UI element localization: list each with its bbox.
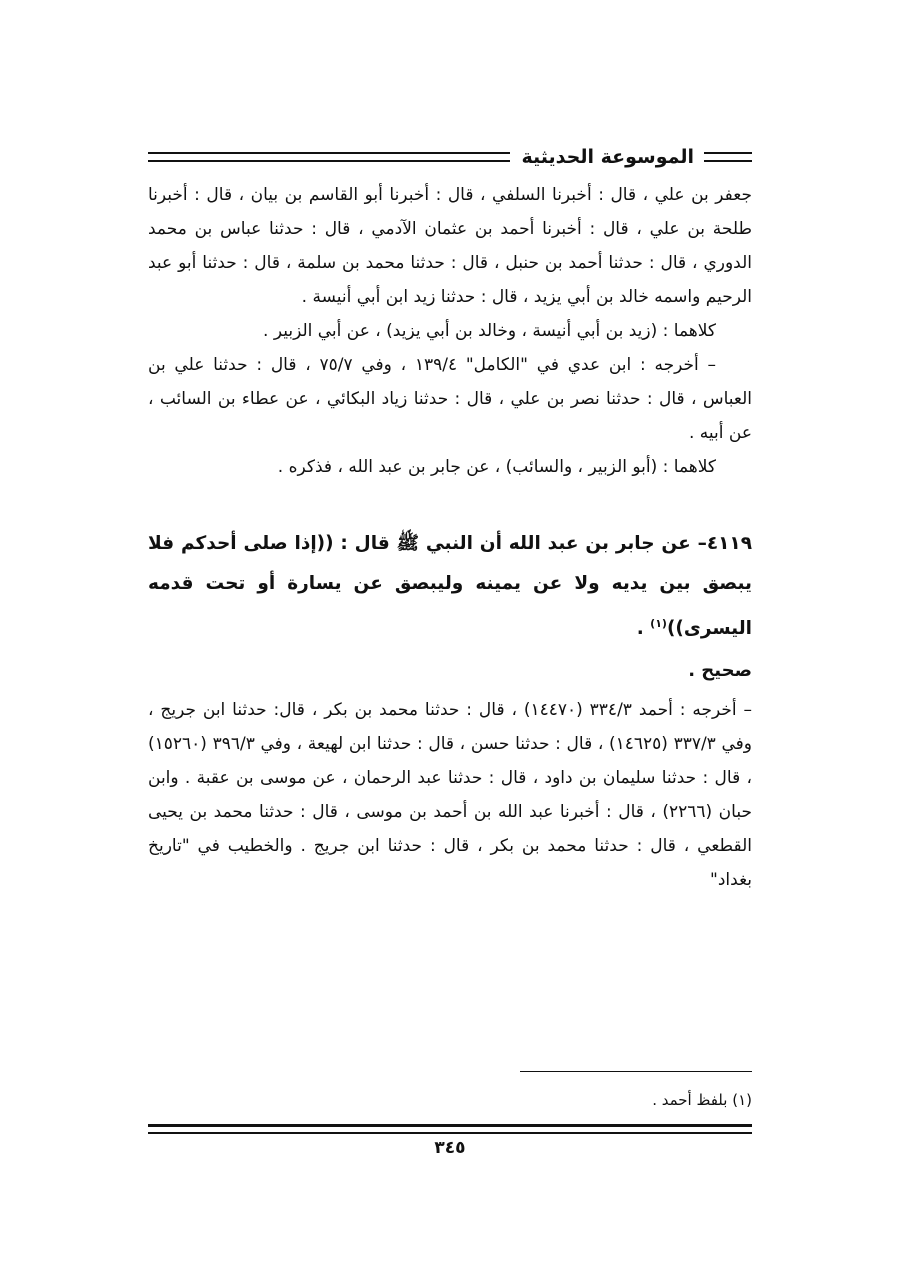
paragraph-isnad: جعفر بن علي ، قال : أخبرنا السلفي ، قال : أخبرنا أبو القاسم بن بيان ، قال : أخبرنا طلحة بن علي ، قال : أخبرنا أحمد بن عثمان الآدمي ، قال : حدثنا عباس بن محمد الدوري ، قال : حدثنا أحمد بن حنبل ، قال : حدثنا محمد بن سلمة ، قال : حدثنا أبو عبد الرحيم واسمه خالد بن أبي يزيد ، قال : حدثنا زيد ابن أبي أنيسة . xyxy=(148,185,752,307)
footnote-ref: (١) xyxy=(650,617,667,630)
hadith-end: . xyxy=(636,618,651,640)
header-title: الموسوعة الحديثية xyxy=(521,146,694,168)
hadith-grade: صحيح . xyxy=(688,660,752,682)
paragraph-takhrij-ahmad: – أخرجه : أحمد ٣٣٤/٣ (١٤٤٧٠) ، قال : حدثنا محمد بن بكر ، قال: حدثنا ابن جريج ، وفي ٣٣٧/٣ (١٤٦٢٥) ، قال : حدثنا حسن ، قال : حدثنا ابن لهيعة ، وفي ٣٩٦/٣ (١٥٢٦٠) ، قال : حدثنا سليمان بن داود ، قال : حدثنا عبد الرحمان ، عن موسى بن عقبة . وابن حبان (٢٢٦٦) ، قال : أخبرنا عبد الله بن أحمد بن موسى ، قال : حدثنا محمد بن يحيى القطعي ، قال : حدثنا محمد بن بكر ، قال : حدثنا ابن جريج . والخطيب في "تاريخ بغداد" xyxy=(148,700,752,891)
footnote-separator xyxy=(520,1071,752,1072)
paragraph-both-narrators-2: كلاهما : (أبو الزبير ، والسائب) ، عن جابر بن عبد الله ، فذكره . xyxy=(277,457,716,477)
paragraph-both-narrators: كلاهما : (زيد بن أبي أنيسة ، وخالد بن أبي يزيد) ، عن أبي الزبير . xyxy=(263,321,716,341)
paragraph-takhrij-ibn-adi: – أخرجه : ابن عدي في "الكامل" ١٣٩/٤ ، وفي ٧٥/٧ ، قال : حدثنا علي بن العباس ، قال : حدثنا نصر بن علي ، قال : حدثنا زياد البكائي ، عن عطاء بن السائب ، عن أبيه . xyxy=(148,355,752,443)
header-rule-long xyxy=(148,152,510,162)
hadith-main: ٤١١٩– عن جابر بن عبد الله أن النبي ﷺ قال : ((إذا صلى أحدكم فلا يبصق بين يديه ولا عن يمينه وليبصق عن يسارة أو تحت قدمه اليسرى)) xyxy=(148,533,752,640)
page-number: ٣٤٥ xyxy=(434,1138,466,1158)
header-rule-short xyxy=(704,152,752,162)
footnote: (١) بلفظ أحمد . xyxy=(652,1091,752,1109)
body-text xyxy=(148,178,752,897)
running-header xyxy=(148,142,752,172)
hadith-text xyxy=(148,524,752,649)
bottom-rule xyxy=(148,1124,752,1134)
